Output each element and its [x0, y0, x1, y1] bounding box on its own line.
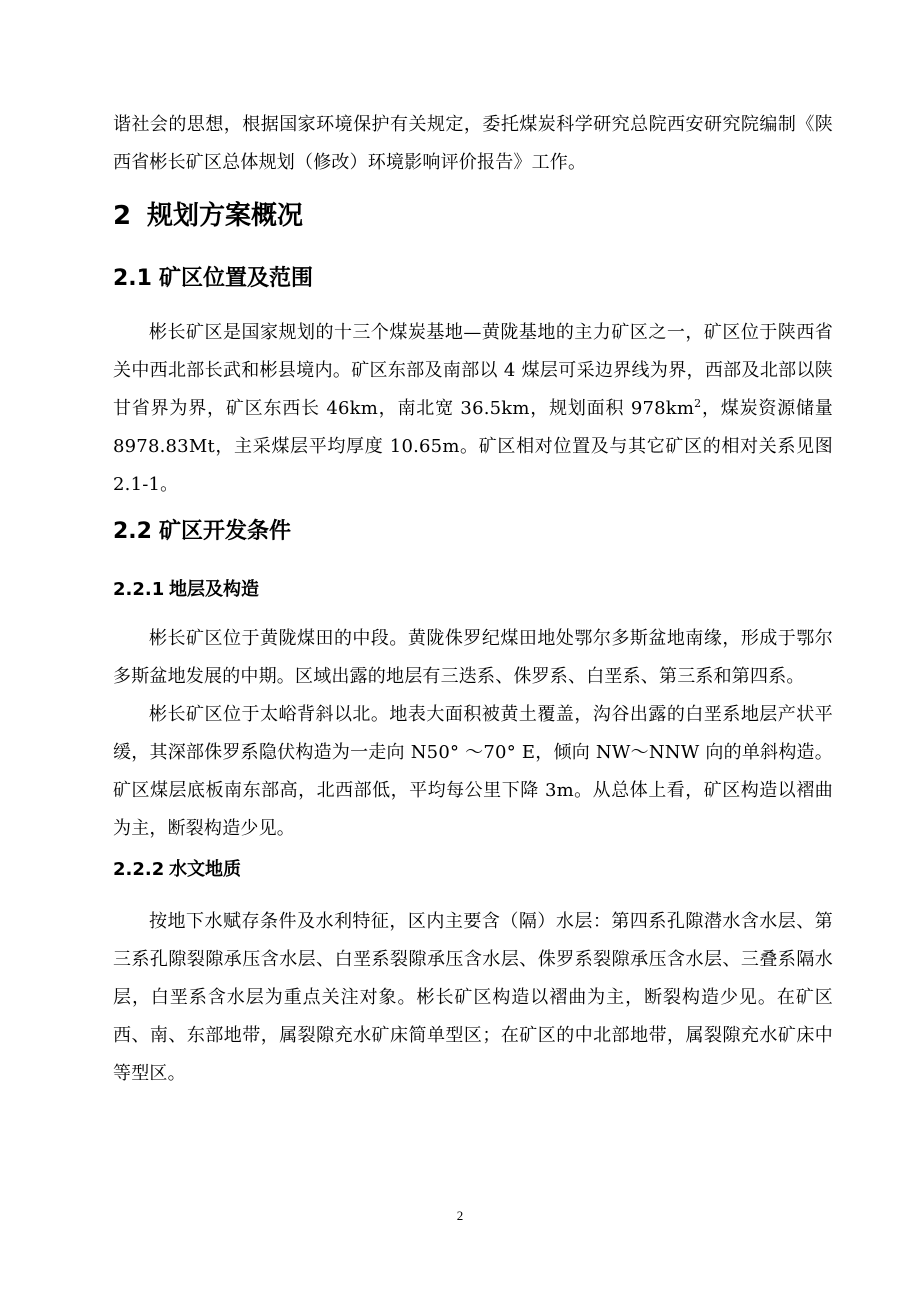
section-2-1-heading	[113, 263, 833, 295]
section-2-2-heading	[113, 516, 833, 548]
section-2-2-2-heading	[113, 856, 833, 884]
section-2-2-title: 矿区开发条件	[159, 519, 292, 544]
section-2-2-number: 2.2	[113, 519, 152, 544]
page-number: 2	[456, 1208, 464, 1223]
section-2-heading	[113, 198, 833, 234]
section-2-1-body	[113, 314, 833, 504]
section-2-2-2-number: 2.2.2	[113, 859, 165, 880]
section-2-2-1-title: 地层及构造	[169, 579, 259, 600]
section-2-2-2-title: 水文地质	[169, 859, 241, 880]
intro-paragraph: 谐社会的思想，根据国家环境保护有关规定，委托煤炭科学研究总院西安研究院编制《陕西省彬长矿区总体规划（修改）环境影响评价报告》工作。	[113, 114, 833, 173]
section-2-2-1-number: 2.2.1	[113, 579, 165, 600]
section-2-2-1-heading	[113, 576, 833, 604]
section-2-2-2-body	[113, 903, 833, 1093]
section-2-title: 规划方案概况	[147, 201, 304, 231]
area-unit-superscript: 2	[694, 397, 702, 410]
section-2-2-2-paragraph: 按地下水赋存条件及水利特征，区内主要含（隔）水层：第四系孔隙潜水含水层、第三系孔隙裂隙承压含水层、白垩系裂隙承压含水层、侏罗系裂隙承压含水层、三叠系隔水层，白垩系含水层为重点关注对象。彬长矿区构造以褶曲为主，断裂构造少见。在矿区西、南、东部地带，属裂隙充水矿床简单型区；在矿区的中北部地带，属裂隙充水矿床中等型区。	[113, 911, 833, 1084]
section-2-2-1-paragraph-2: 彬长矿区位于太峪背斜以北。地表大面积被黄土覆盖，沟谷出露的白垩系地层产状平缓，其深部侏罗系隐伏构造为一走向 N50° ～70° E，倾向 NW～NNW 向的单斜构造。矿区煤层底板南东部高，北西部低，平均每公里下降 3m。从总体上看，矿区构造以褶曲为主，断裂构造少见。	[113, 704, 833, 839]
section-2-1-text-b: ，煤炭资源储量 8978.83Mt，主采煤层平均厚度 10.65m。矿区相对位置及与其它矿区的相对关系见图 2.1-1。	[113, 398, 833, 495]
section-2-2-1-body	[113, 620, 833, 848]
section-2-1-paragraph	[113, 314, 833, 504]
section-2-1-number: 2.1	[113, 266, 152, 291]
section-2-1-text-a: 彬长矿区是国家规划的十三个煤炭基地—黄陇基地的主力矿区之一，矿区位于陕西省关中西北部长武和彬县境内。矿区东部及南部以 4 煤层可采边界线为界，西部及北部以陕甘省界为界，矿区东西长 46km，南北宽 36.5km，规划面积 978km	[113, 322, 833, 419]
intro-paragraph-block	[113, 106, 833, 182]
section-2-2-1-paragraph-1: 彬长矿区位于黄陇煤田的中段。黄陇侏罗纪煤田地处鄂尔多斯盆地南缘，形成于鄂尔多斯盆地发展的中期。区域出露的地层有三迭系、侏罗系、白垩系、第三系和第四系。	[113, 628, 833, 687]
section-2-number: 2	[113, 201, 132, 231]
section-2-1-title: 矿区位置及范围	[159, 266, 314, 291]
